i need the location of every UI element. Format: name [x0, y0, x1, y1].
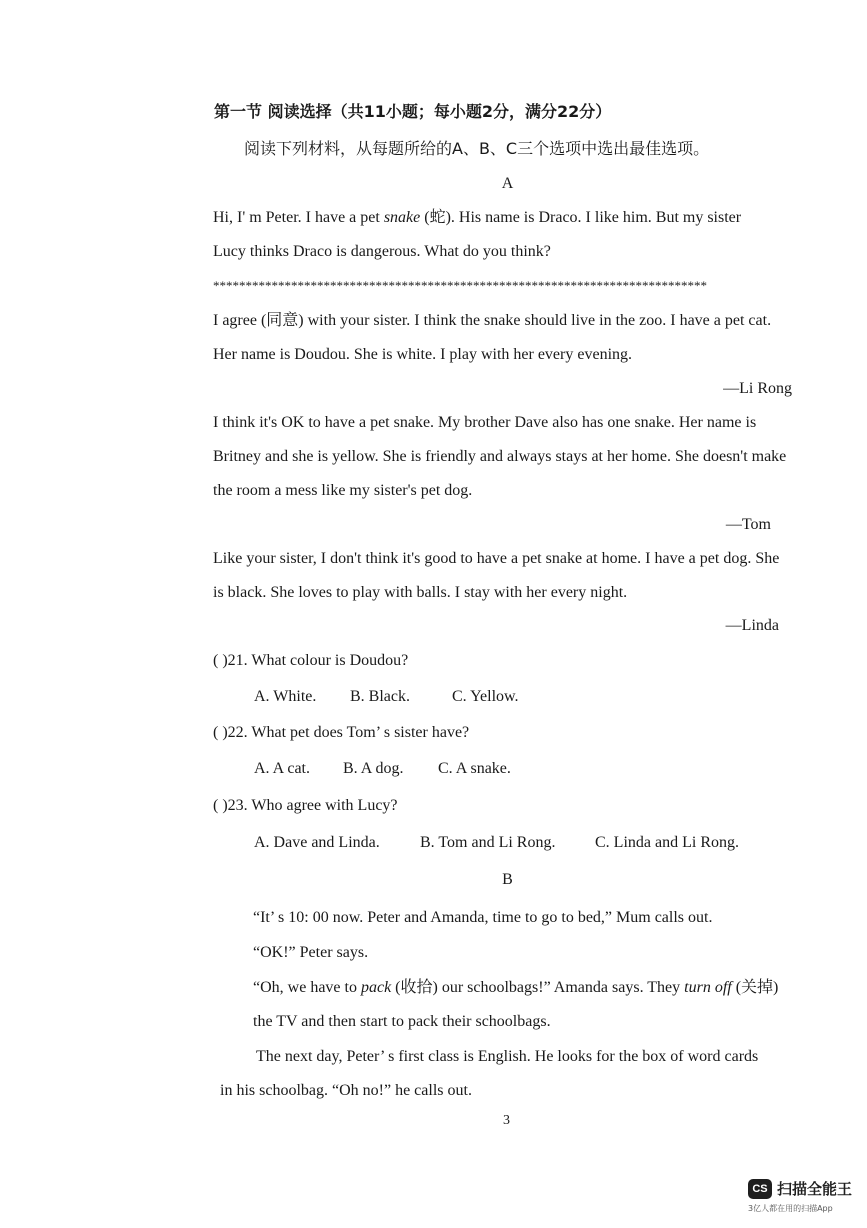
question-23-option-a: A. Dave and Linda.	[254, 834, 380, 851]
question-22-option-b: B. A dog.	[343, 760, 404, 777]
signature-li-rong: —Li Rong	[723, 380, 792, 397]
question-22-option-c: C. A snake.	[438, 760, 511, 777]
passage-b-paragraph-3-line-1: “Oh, we have to pack (收拾) our schoolbags!” Amanda says. They turn off (关掉)	[253, 979, 779, 996]
watermark-tagline: 3亿人都在用的扫描App	[748, 1204, 833, 1213]
reply-linda-line-2: is black. She loves to play with balls. I stay with her every night.	[213, 584, 628, 601]
passage-b-heading: B	[502, 871, 513, 888]
camscanner-logo-icon: CS	[748, 1179, 772, 1199]
passage-b-paragraph-2: “OK!” Peter says.	[253, 944, 369, 961]
passage-b-paragraph-3-line-2: the TV and then start to pack their schoolbags.	[253, 1013, 551, 1030]
watermark-name: 扫描全能王	[777, 1180, 853, 1198]
passage-a-intro-line-1: Hi, I' m Peter. I have a pet snake (蛇). His name is Draco. I like him. But my sister	[213, 209, 742, 226]
passage-b-paragraph-4-line-1: The next day, Peter’ s first class is English. He looks for the box of word cards	[256, 1048, 759, 1065]
signature-linda: —Linda	[725, 617, 779, 634]
question-21-option-c: C. Yellow.	[452, 688, 519, 705]
question-23-option-c: C. Linda and Li Rong.	[595, 834, 739, 851]
reply-linda-line-1: Like your sister, I don't think it's good to have a pet snake at home. I have a pet dog. She	[213, 550, 780, 567]
reply-li-rong-line-2: Her name is Doudou. She is white. I play with her every evening.	[213, 346, 633, 363]
reply-tom-line-3: the room a mess like my sister's pet dog.	[213, 482, 473, 499]
question-21-option-b: B. Black.	[350, 688, 410, 705]
reply-li-rong-line-1: I agree (同意) with your sister. I think the snake should live in the zoo. I have a pet cat.	[213, 312, 772, 329]
star-divider: ****************************************************************************	[213, 278, 707, 293]
question-21-option-a: A. White.	[254, 688, 317, 705]
question-22-option-a: A. A cat.	[254, 760, 310, 777]
signature-tom: —Tom	[725, 516, 771, 533]
passage-b-paragraph-4-line-2: in his schoolbag. “Oh no!” he calls out.	[220, 1082, 472, 1099]
question-23-stem: ( )23. Who agree with Lucy?	[213, 797, 398, 814]
passage-b-paragraph-1: “It’ s 10: 00 now. Peter and Amanda, time to go to bed,” Mum calls out.	[253, 909, 713, 926]
page-number: 3	[503, 1113, 510, 1128]
section-instruction: 阅读下列材料，从每题所给的A、B、C三个选项中选出最佳选项。	[244, 139, 710, 158]
question-21-stem: ( )21. What colour is Doudou?	[213, 652, 409, 669]
passage-a-heading: A	[501, 175, 514, 192]
question-22-stem: ( )22. What pet does Tom’ s sister have?	[213, 724, 470, 741]
reply-tom-line-1: I think it's OK to have a pet snake. My brother Dave also has one snake. Her name is	[213, 414, 757, 431]
reply-tom-line-2: Britney and she is yellow. She is friendly and always stays at her home. She doesn't make	[213, 448, 787, 465]
question-23-option-b: B. Tom and Li Rong.	[420, 834, 556, 851]
section-title: 第一节 阅读选择（共11小题；每小题2分，满分22分）	[214, 102, 612, 121]
passage-a-intro-line-2: Lucy thinks Draco is dangerous. What do you think?	[213, 243, 551, 260]
